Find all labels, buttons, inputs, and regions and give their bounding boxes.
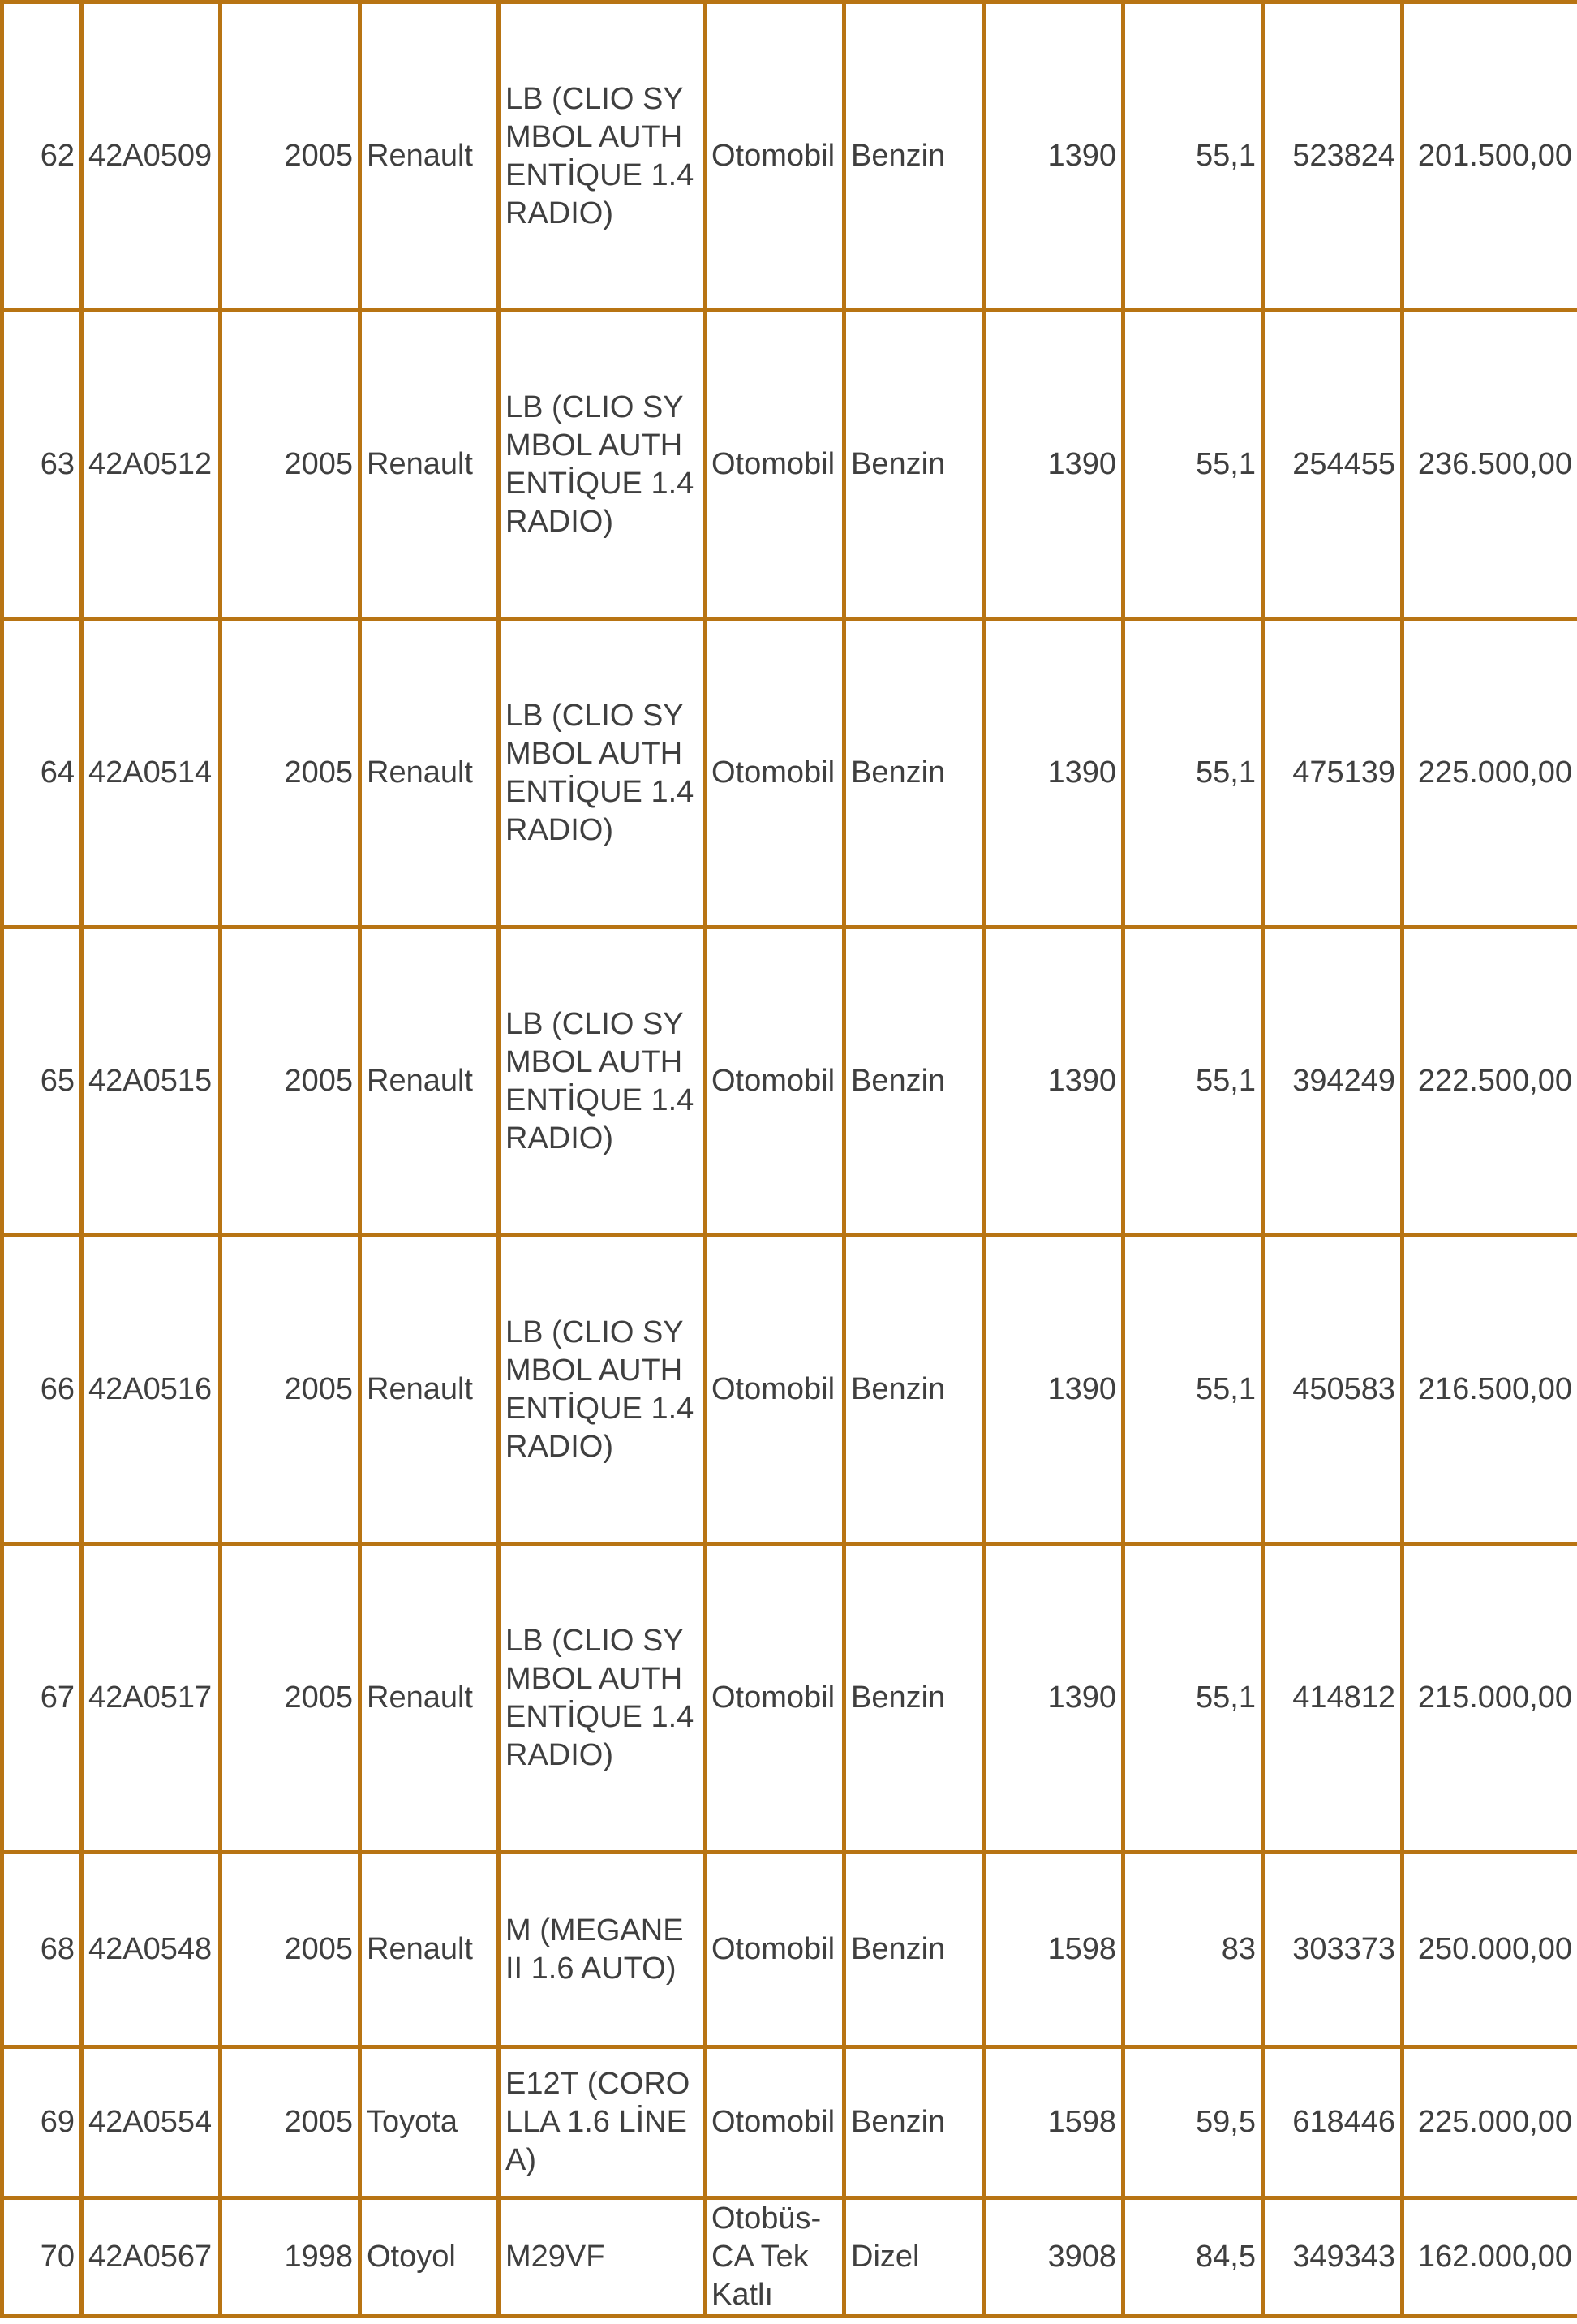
price-cell: 215.000,00 (1403, 1544, 1577, 1853)
fuel-cell: Benzin (844, 619, 984, 927)
row-number-cell: 62 (2, 2, 82, 311)
vehicle-type-cell: Otomobil (705, 2047, 844, 2198)
engine-cc-cell: 1390 (984, 1236, 1124, 1544)
power-kw-cell: 55,1 (1124, 1236, 1263, 1544)
row-number-cell: 68 (2, 1853, 82, 2047)
vehicle-type-cell: Otomobil (705, 1236, 844, 1544)
year-cell: 1998 (221, 2198, 360, 2317)
row-number-cell: 63 (2, 311, 82, 619)
brand-cell: Renault (360, 1853, 499, 2047)
year-cell: 2005 (221, 1853, 360, 2047)
fuel-cell: Benzin (844, 1853, 984, 2047)
brand-cell: Renault (360, 619, 499, 927)
table-row (2, 1544, 1577, 1853)
fuel-cell: Benzin (844, 2047, 984, 2198)
power-kw-cell: 55,1 (1124, 927, 1263, 1236)
price-cell: 162.000,00 (1403, 2198, 1577, 2317)
model-cell: LB (CLIO SYMBOL AUTHENTİQUE 1.4 RADIO) (499, 619, 705, 927)
brand-cell: Renault (360, 1544, 499, 1853)
table-row (2, 311, 1577, 619)
vehicle-type-cell: Otomobil (705, 311, 844, 619)
brand-cell: Renault (360, 311, 499, 619)
year-cell: 2005 (221, 311, 360, 619)
fuel-cell: Dizel (844, 2198, 984, 2317)
fuel-cell: Benzin (844, 2, 984, 311)
price-cell: 250.000,00 (1403, 1853, 1577, 2047)
power-kw-cell: 55,1 (1124, 619, 1263, 927)
engine-cc-cell: 3908 (984, 2198, 1124, 2317)
plate-cell: 42A0548 (82, 1853, 221, 2047)
brand-cell: Renault (360, 1236, 499, 1544)
power-kw-cell: 55,1 (1124, 311, 1263, 619)
mileage-cell: 475139 (1263, 619, 1403, 927)
year-cell: 2005 (221, 1236, 360, 1544)
price-cell: 222.500,00 (1403, 927, 1577, 1236)
model-cell: M29VF (499, 2198, 705, 2317)
plate-cell: 42A0515 (82, 927, 221, 1236)
plate-cell: 42A0514 (82, 619, 221, 927)
year-cell: 2005 (221, 2047, 360, 2198)
model-cell: M (MEGANE II 1.6 AUTO) (499, 1853, 705, 2047)
mileage-cell: 254455 (1263, 311, 1403, 619)
engine-cc-cell: 1390 (984, 311, 1124, 619)
table-row (2, 2198, 1577, 2317)
engine-cc-cell: 1390 (984, 927, 1124, 1236)
row-number-cell: 69 (2, 2047, 82, 2198)
vehicle-type-cell: Otomobil (705, 619, 844, 927)
table-row (2, 1853, 1577, 2047)
fuel-cell: Benzin (844, 927, 984, 1236)
price-cell: 225.000,00 (1403, 2047, 1577, 2198)
mileage-cell: 349343 (1263, 2198, 1403, 2317)
table-row (2, 927, 1577, 1236)
plate-cell: 42A0567 (82, 2198, 221, 2317)
price-cell: 236.500,00 (1403, 311, 1577, 619)
vehicle-type-cell: Otomobil (705, 927, 844, 1236)
model-cell: LB (CLIO SYMBOL AUTHENTİQUE 1.4 RADIO) (499, 927, 705, 1236)
mileage-cell: 618446 (1263, 2047, 1403, 2198)
fuel-cell: Benzin (844, 1544, 984, 1853)
brand-cell: Otoyol (360, 2198, 499, 2317)
model-cell: LB (CLIO SYMBOL AUTHENTİQUE 1.4 RADIO) (499, 2, 705, 311)
engine-cc-cell: 1598 (984, 1853, 1124, 2047)
model-cell: E12T (COROLLA 1.6 LİNEA) (499, 2047, 705, 2198)
vehicle-type-cell: Otobüs-CA Tek Katlı (705, 2198, 844, 2317)
engine-cc-cell: 1390 (984, 619, 1124, 927)
plate-cell: 42A0554 (82, 2047, 221, 2198)
row-number-cell: 70 (2, 2198, 82, 2317)
mileage-cell: 394249 (1263, 927, 1403, 1236)
plate-cell: 42A0517 (82, 1544, 221, 1853)
model-cell: LB (CLIO SYMBOL AUTHENTİQUE 1.4 RADIO) (499, 1544, 705, 1853)
year-cell: 2005 (221, 619, 360, 927)
vehicle-type-cell: Otomobil (705, 1544, 844, 1853)
fuel-cell: Benzin (844, 1236, 984, 1544)
row-number-cell: 64 (2, 619, 82, 927)
mileage-cell: 303373 (1263, 1853, 1403, 2047)
row-number-cell: 67 (2, 1544, 82, 1853)
table-row (2, 2047, 1577, 2198)
brand-cell: Toyota (360, 2047, 499, 2198)
plate-cell: 42A0512 (82, 311, 221, 619)
table-row (2, 619, 1577, 927)
table-row (2, 1236, 1577, 1544)
brand-cell: Renault (360, 2, 499, 311)
year-cell: 2005 (221, 927, 360, 1236)
mileage-cell: 414812 (1263, 1544, 1403, 1853)
row-number-cell: 66 (2, 1236, 82, 1544)
vehicle-type-cell: Otomobil (705, 2, 844, 311)
price-cell: 216.500,00 (1403, 1236, 1577, 1544)
row-number-cell: 65 (2, 927, 82, 1236)
engine-cc-cell: 1390 (984, 1544, 1124, 1853)
plate-cell: 42A0509 (82, 2, 221, 311)
model-cell: LB (CLIO SYMBOL AUTHENTİQUE 1.4 RADIO) (499, 311, 705, 619)
table-row (2, 2, 1577, 311)
mileage-cell: 450583 (1263, 1236, 1403, 1544)
model-cell: LB (CLIO SYMBOL AUTHENTİQUE 1.4 RADIO) (499, 1236, 705, 1544)
plate-cell: 42A0516 (82, 1236, 221, 1544)
brand-cell: Renault (360, 927, 499, 1236)
power-kw-cell: 55,1 (1124, 2, 1263, 311)
engine-cc-cell: 1598 (984, 2047, 1124, 2198)
mileage-cell: 523824 (1263, 2, 1403, 311)
power-kw-cell: 55,1 (1124, 1544, 1263, 1853)
year-cell: 2005 (221, 1544, 360, 1853)
vehicle-type-cell: Otomobil (705, 1853, 844, 2047)
engine-cc-cell: 1390 (984, 2, 1124, 311)
power-kw-cell: 83 (1124, 1853, 1263, 2047)
year-cell: 2005 (221, 2, 360, 311)
power-kw-cell: 59,5 (1124, 2047, 1263, 2198)
fuel-cell: Benzin (844, 311, 984, 619)
power-kw-cell: 84,5 (1124, 2198, 1263, 2317)
price-cell: 225.000,00 (1403, 619, 1577, 927)
price-cell: 201.500,00 (1403, 2, 1577, 311)
